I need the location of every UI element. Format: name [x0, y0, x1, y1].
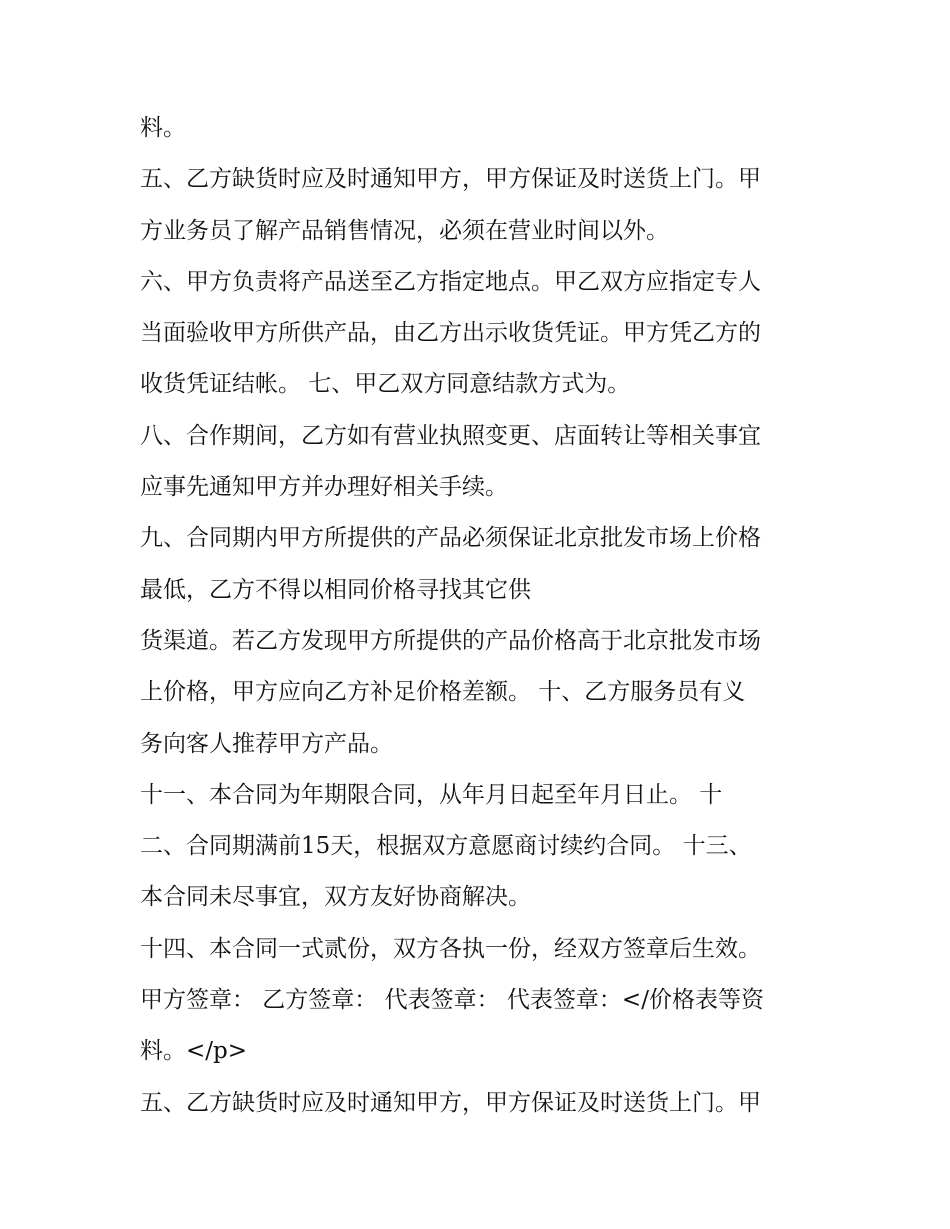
text-line: 料。	[140, 115, 186, 141]
text-line: 十一、本合同为年期限合同，从年月日起至年月日止。 十	[140, 781, 723, 808]
text-line: 十四、本合同一式贰份，双方各执一份，经双方签章后生效。	[140, 935, 761, 962]
text-line: 九、合同期内甲方所提供的产品必须保证北京批发市场上价格	[140, 525, 761, 552]
text-line: 二、合同期满前15天，根据双方意愿商讨续约合同。 十三、	[140, 833, 752, 860]
text-line: 上价格，甲方应向乙方补足价格差额。 十、乙方服务员有义	[140, 679, 746, 706]
text-line: 料。</p>	[140, 1038, 248, 1065]
contract-text	[140, 103, 820, 1129]
text-line: 六、甲方负责将产品送至乙方指定地点。甲乙双方应指定专人	[140, 268, 761, 295]
text-line: 五、乙方缺货时应及时通知甲方，甲方保证及时送货上门。甲	[140, 1089, 761, 1116]
text-line: 甲方签章： 乙方签章： 代表签章： 代表签章：</价格表等资	[140, 987, 764, 1014]
text-line: 五、乙方缺货时应及时通知甲方，甲方保证及时送货上门。甲	[140, 166, 761, 193]
text-line: 方业务员了解产品销售情况，必须在营业时间以外。	[140, 217, 669, 244]
text-line: 货渠道。若乙方发现甲方所提供的产品价格高于北京批发市场	[140, 627, 761, 654]
text-line: 务向客人推荐甲方产品。	[140, 730, 393, 757]
text-line: 本合同未尽事宜，双方友好协商解决。	[140, 884, 531, 911]
text-line: 应事先通知甲方并办理好相关手续。	[140, 474, 508, 501]
text-line: 收货凭证结帐。 七、甲乙双方同意结款方式为。	[140, 371, 631, 398]
text-line: 当面验收甲方所供产品，由乙方出示收货凭证。甲方凭乙方的	[140, 320, 761, 347]
text-line: 八、合作期间，乙方如有营业执照变更、店面转让等相关事宜	[140, 422, 761, 449]
text-line: 最低，乙方不得以相同价格寻找其它供	[140, 576, 531, 603]
